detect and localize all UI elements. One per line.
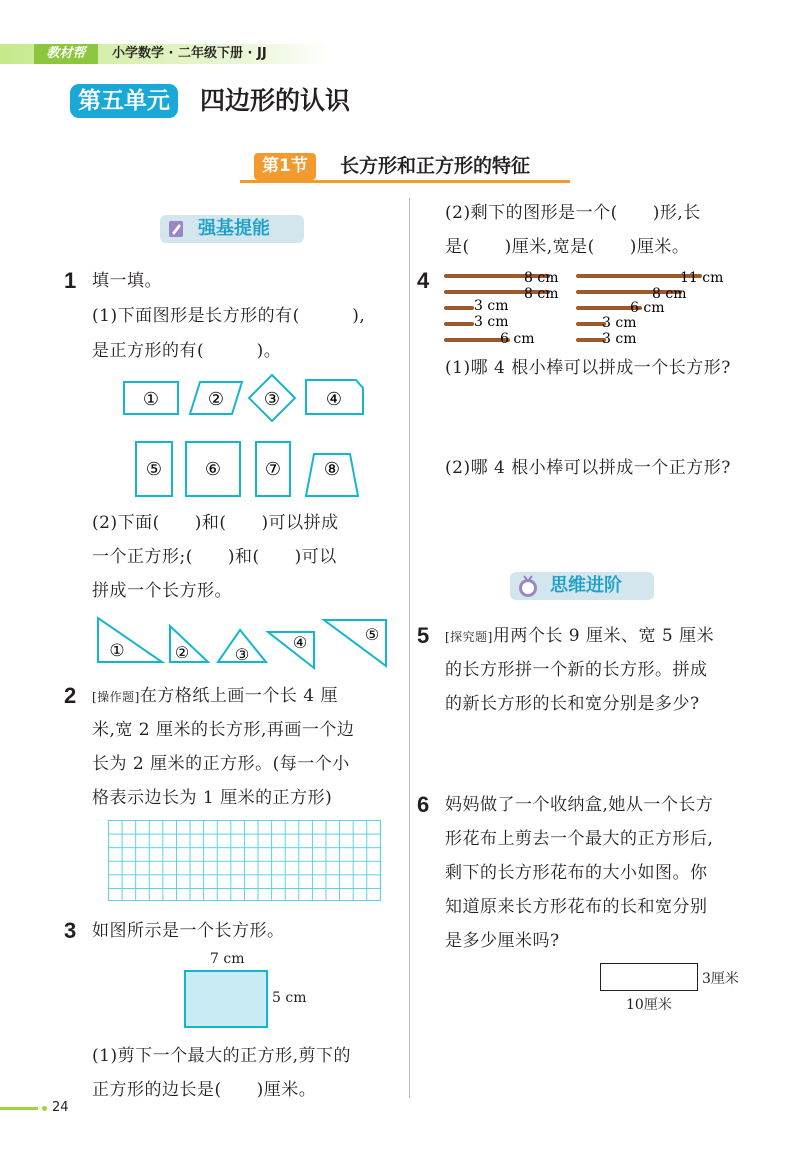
- stick-left-3: [444, 306, 474, 310]
- stick-left-5-label: 6 cm: [500, 331, 535, 347]
- header-badge: 教材帮: [34, 44, 98, 64]
- triangle-1-label: ①: [109, 641, 125, 661]
- section-title: 长方形和正方形的特征: [340, 155, 531, 177]
- unit-title: 四边形的认识: [200, 86, 351, 115]
- section-header: [240, 153, 570, 183]
- section-label: 第1节: [254, 153, 316, 180]
- medal-icon: [516, 574, 540, 598]
- stick-right-3-label: 6 cm: [630, 300, 665, 316]
- q3-p2-line1: (2)剩下的图形是一个( )形,长: [445, 203, 701, 223]
- q5-tag: [探究题]: [445, 630, 493, 644]
- stick-left-4: [444, 322, 474, 326]
- q3-p1-line1: (1)剪下一个最大的正方形,剪下的: [92, 1046, 351, 1066]
- q6-line5: 是多少厘米吗?: [445, 931, 560, 951]
- stick-right-4-label: 3 cm: [602, 315, 637, 331]
- triangle-5-label: ⑤: [364, 625, 380, 644]
- section-banner-advanced-label: 思维进阶: [550, 575, 622, 596]
- q1-p2-line2: 一个正方形;( )和( )可以: [92, 547, 337, 567]
- header-subtitle: 小学数学 · 二年级下册 · JJ: [112, 46, 267, 61]
- stick-left-2-label: 8 cm: [524, 286, 559, 302]
- q2-number: 2: [64, 683, 77, 708]
- footer-dot: [42, 1106, 47, 1111]
- stick-left-1-label: 8 cm: [524, 270, 559, 286]
- section-banner-label: 强基提能: [198, 218, 270, 239]
- q3-rectangle: [184, 970, 268, 1028]
- triangle-1: [98, 618, 162, 662]
- q5-line1: [445, 626, 714, 648]
- shape-2-label: ②: [207, 389, 225, 410]
- q2-line1-text: 在方格纸上画一个长 4 厘: [139, 686, 338, 706]
- q6-line3: 剩下的长方形花布的大小如图。你: [445, 863, 708, 883]
- q5-line1-text: 用两个长 9 厘米、宽 5 厘米: [492, 626, 715, 646]
- q5-line3: 的新长方形的长和宽分别是多少?: [445, 694, 700, 714]
- q3-number: 3: [64, 918, 77, 943]
- q3-p1-line2: 正方形的边长是( )厘米。: [92, 1080, 317, 1100]
- triangle-3-label: ③: [234, 645, 250, 664]
- q4-number: 4: [417, 268, 430, 293]
- q1-p2-line1: (2)下面( )和( )可以拼成: [92, 513, 339, 533]
- q3-title: 如图所示是一个长方形。: [92, 921, 285, 941]
- stick-right-5-label: 3 cm: [602, 331, 637, 347]
- q5-line2: 的长方形拼一个新的长方形。拼成: [445, 660, 708, 680]
- q3-p2-line2: 是( )厘米,宽是( )厘米。: [445, 237, 690, 257]
- q2-line1: [92, 686, 338, 708]
- q6-rectangle: [600, 963, 698, 991]
- sticks-figure: [440, 268, 750, 348]
- q1-p1-line1: (1)下面图形是长方形的有( ),: [92, 306, 366, 326]
- column-divider: [409, 198, 410, 1098]
- footer-bar: [0, 1107, 38, 1110]
- q3-height-label: 5 cm: [272, 990, 307, 1006]
- section-underline: [240, 180, 570, 183]
- q6-line4: 知道原来长方形花布的长和宽分别: [445, 897, 708, 917]
- shape-3-label: ③: [263, 389, 281, 410]
- page-number: 24: [52, 1100, 69, 1115]
- q6-line1: 妈妈做了一个收纳盒,她从一个长方: [445, 795, 714, 815]
- shape-6-label: ⑥: [204, 459, 222, 480]
- triangle-2-label: ②: [174, 643, 190, 662]
- shape-8-label: ⑧: [323, 459, 341, 480]
- q2-line2: 米,宽 2 厘米的长方形,再画一个边: [92, 720, 355, 740]
- section-banner-advanced: [510, 572, 654, 600]
- q3-width-label: 7 cm: [210, 951, 245, 967]
- q1-p2-line3: 拼成一个长方形。: [92, 581, 232, 601]
- grid-paper[interactable]: [108, 820, 381, 901]
- shape-5-label: ⑤: [145, 459, 163, 480]
- q1-p1-line2: 是正方形的有( )。: [92, 341, 282, 361]
- shape-7-label: ⑦: [264, 459, 282, 480]
- q4-p2: (2)哪 4 根小棒可以拼成一个正方形?: [445, 458, 731, 478]
- q6-line2: 形花布上剪去一个最大的正方形后,: [445, 829, 714, 849]
- stick-right-1-label: 11 cm: [680, 270, 724, 286]
- stick-group-right: [576, 270, 723, 347]
- q2-line4: 格表示边长为 1 厘米的正方形): [92, 788, 333, 808]
- q2-line3: 长为 2 厘米的正方形。(每一个小: [92, 754, 350, 774]
- shape-4-label: ④: [325, 389, 343, 410]
- stick-right-2-label: 8 cm: [652, 286, 687, 302]
- q2-tag: [操作题]: [92, 690, 140, 704]
- triangle-4-label: ④: [292, 633, 308, 652]
- q6-width-label: 10厘米: [626, 997, 672, 1013]
- pencil-icon: [166, 219, 186, 239]
- q1-number: 1: [64, 268, 77, 293]
- section-banner-basic: [160, 215, 304, 243]
- q4-p1: (1)哪 4 根小棒可以拼成一个长方形?: [445, 358, 731, 378]
- stick-group-left: [444, 270, 558, 347]
- shape-1-label: ①: [142, 389, 160, 410]
- q6-height-label: 3厘米: [702, 971, 739, 987]
- triangle-figures: [90, 612, 400, 672]
- q1-title: 填一填。: [92, 271, 162, 291]
- q6-number: 6: [417, 792, 430, 817]
- q5-number: 5: [417, 623, 430, 648]
- stick-left-4-label: 3 cm: [474, 314, 509, 330]
- quadrilateral-figures: [110, 370, 390, 500]
- stick-left-3-label: 3 cm: [474, 298, 509, 314]
- unit-label: 第五单元: [70, 84, 178, 118]
